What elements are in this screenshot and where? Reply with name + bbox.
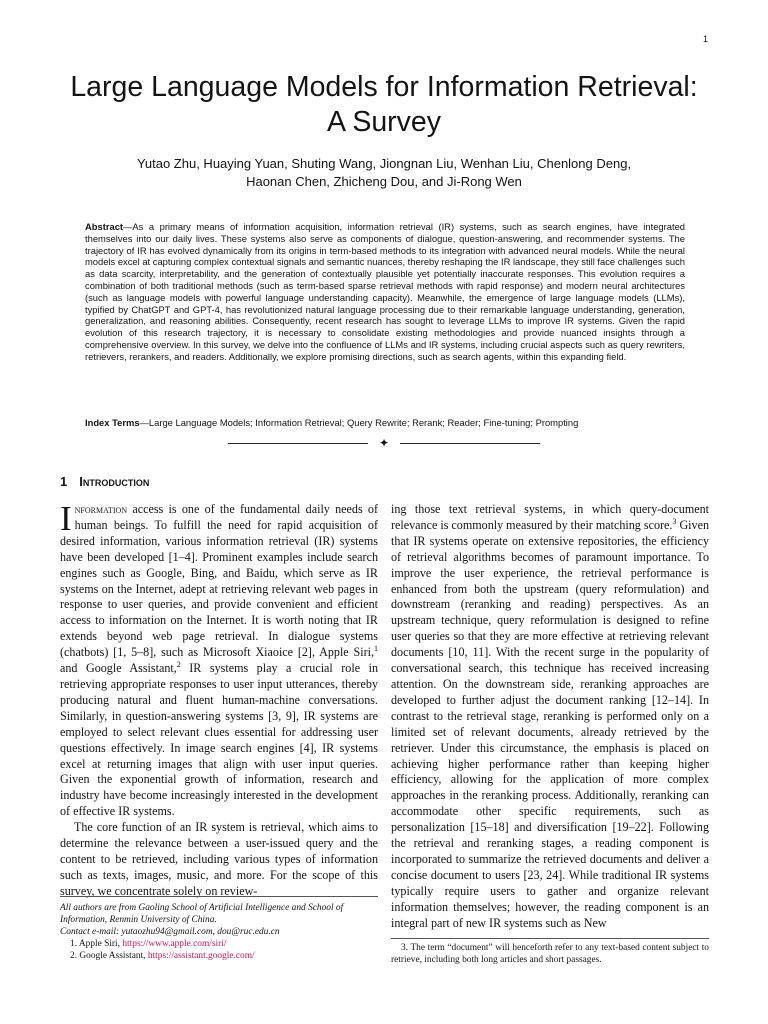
abstract (85, 221, 685, 363)
section-divider (228, 436, 540, 450)
paper-title: Large Language Models for Information Retrieval: A Survey (70, 71, 698, 138)
footnote-1-label: 1. Apple Siri, (70, 939, 123, 949)
paragraph-3-text-a: ing those text retrieval systems, in which query-document relevance is commonly measured by their matching score. (391, 502, 709, 532)
footnotes-right (391, 938, 709, 966)
footnote-ref-1: 1 (374, 644, 378, 654)
paragraph-3 (391, 502, 709, 931)
footnote-1 (60, 938, 378, 950)
footnote-2-link[interactable]: https://assistant.google.com/ (147, 951, 255, 961)
index-terms-text: —Large Language Models; Information Retrieval; Query Rewrite; Rerank; Reader; Fine-tuning; Prompting (139, 417, 579, 428)
abstract-label: Abstract (85, 221, 124, 232)
footnote-ref-2: 2 (176, 660, 181, 670)
footnote-ref-3: 3 (672, 516, 677, 526)
abstract-text: —As a primary means of information acquisition, information retrieval (IR) systems, such as search engines, have integrated themselves into our daily lives. These systems also serve as components of dialogue, question-answering, and recommender systems. The trajectory of IR has evolved dynamically from its origins in term-based methods to its integration with advanced neural models. While the neural models excel at capturing complex contextual signals and semantic nuances, thereby reshaping the IR landscape, they still face challenges such as data scarcity, interpretability, and the generation of contextually plausible yet potentially inaccurate responses. This evolution requires a combination of both traditional methods (such as term-based sparse retrieval methods with rapid response) and modern neural architectures (such as language models with powerful language understanding capacity). Meanwhile, the emergence of large language models (LLMs), typified by ChatGPT and GPT-4, has revolutionized natural language processing due to their remarkable language understanding, generation, generalization, and reasoning abilities. Consequently, recent research has sought to leverage LLMs to improve IR systems. Given the rapid evolution of this research trajectory, it is necessary to consolidate existing methodologies and provide nuanced insights through a comprehensive overview. In this survey, we delve into the confluence of LLMs and IR systems, including crucial aspects such as query rewriters, retrievers, rerankers, and readers. Additionally, we explore promising directions, such as search agents, within this expanding field. (85, 221, 685, 362)
author-line-1: Yutao Zhu, Huaying Yuan, Shuting Wang, Jiongnan Liu, Wenhan Liu, Chenlong Deng, (136, 156, 632, 171)
index-terms-label: Index Terms (85, 417, 140, 428)
paragraph-1-text-c: IR systems play a crucial role in retrieving appropriate responses to user input utterances, thereby producing natural and fluent human-machine conversations. Similarly, in question-answering systems [3, 9], IR systems are employed to select relevant clues essential for addressing user questions effectively. In image search engines [4], IR systems excel at returning images that align with user input queries. Given the exponential growth of information, research and industry have become increasingly interested in the development of effective IR systems. (60, 661, 378, 819)
paragraph-3-text-b: Given that IR systems operate on extensive repositories, the efficiency of retrieval algorithms becomes of paramount importance. To improve the user experience, the retrieval performance is enhanced from both the upstream (query reformulation) and downstream (reranking and reading) perspectives. As an upstream technique, query reformulation is designed to refine user queries so that they are more effective at retrieving relevant documents [10, 11]. With the recent surge in the popularity of conversational search, this technique has received increasing attention. On the downstream side, reranking approaches are developed to further adjust the document ranking [12–14]. In contrast to the retrieval stage, reranking is performed only on a limited set of relevant documents, already retrieved by the retriever. Under this circumstance, the emphasis is placed on achieving higher performance rather than keeping higher efficiency, allowing for the application of more complex approaches in the reranking process. Additionally, reranking can accommodate other specific requirements, such as personalization [15–18] and diversification [19–22]. Following the retrieval and reranking stages, a reading component is incorporated to summarize the retrieved documents and deliver a concise document to users [23, 24]. While traditional IR systems typically require users to gather and organize relevant information themselves; however, the reading component is an integral part of new IR systems such as New (391, 517, 710, 930)
index-terms (85, 417, 685, 429)
dropcap: I (60, 499, 72, 538)
page-number: 1 (702, 34, 708, 44)
contact-note: Contact e-mail: yutaozhu94@gmail.com, dou@ruc.edu.cn (60, 927, 280, 937)
footnote-2-label: 2. Google Assistant, (70, 951, 148, 961)
section-heading (60, 474, 149, 489)
affiliation-note: All authors are from Gaoling School of Artificial Intelligence and School of Information, Renmin University of China. (60, 903, 344, 925)
divider-ornament-icon: ✦ (378, 436, 390, 450)
paragraph-1 (60, 499, 378, 820)
author-line-2: Haonan Chen, Zhicheng Dou, and Ji-Rong Wen (246, 174, 522, 189)
divider-line-right (400, 443, 540, 444)
paragraph-2: The core function of an IR system is retrieval, which aims to determine the relevance between a user-issued query and the content to be retrieved, including various types of information such as texts, images, music, and more. For the scope of this survey, we concentrate solely on review- (60, 820, 378, 898)
dropcap-smallcaps: nformation (74, 502, 128, 516)
section-number: 1 (60, 474, 68, 489)
body-column-right (391, 502, 709, 931)
footnotes-left (60, 896, 378, 962)
footnote-3: 3. The term “document” will henceforth refer to any text-based content subject to retrieve, including both long articles and short passages. (391, 943, 709, 965)
paragraph-1-text-b: and Google Assistant, (60, 661, 177, 676)
author-list (60, 155, 708, 191)
footnote-1-link[interactable]: https://www.apple.com/siri/ (122, 939, 227, 949)
body-column-left (60, 499, 378, 900)
footnote-2 (60, 950, 378, 962)
paragraph-1-text-a: access is one of the fundamental daily needs of human beings. To fulfill the need for rapid acquisition of desired information, various information retrieval (IR) systems have been developed [1–4]. Prominent examples include search engines such as Google, Bing, and Baidu, which serve as IR systems on the Internet, adept at retrieving relevant web pages in response to user queries, and provide convenient and efficient access to information on the Internet. It is worth noting that IR extends beyond web page retrieval. In dialogue systems (chatbots) [1, 5–8], such as Microsoft Xiaoice [2], Apple Siri, (60, 502, 378, 660)
divider-line-left (228, 443, 368, 444)
section-title: Introduction (79, 474, 150, 489)
